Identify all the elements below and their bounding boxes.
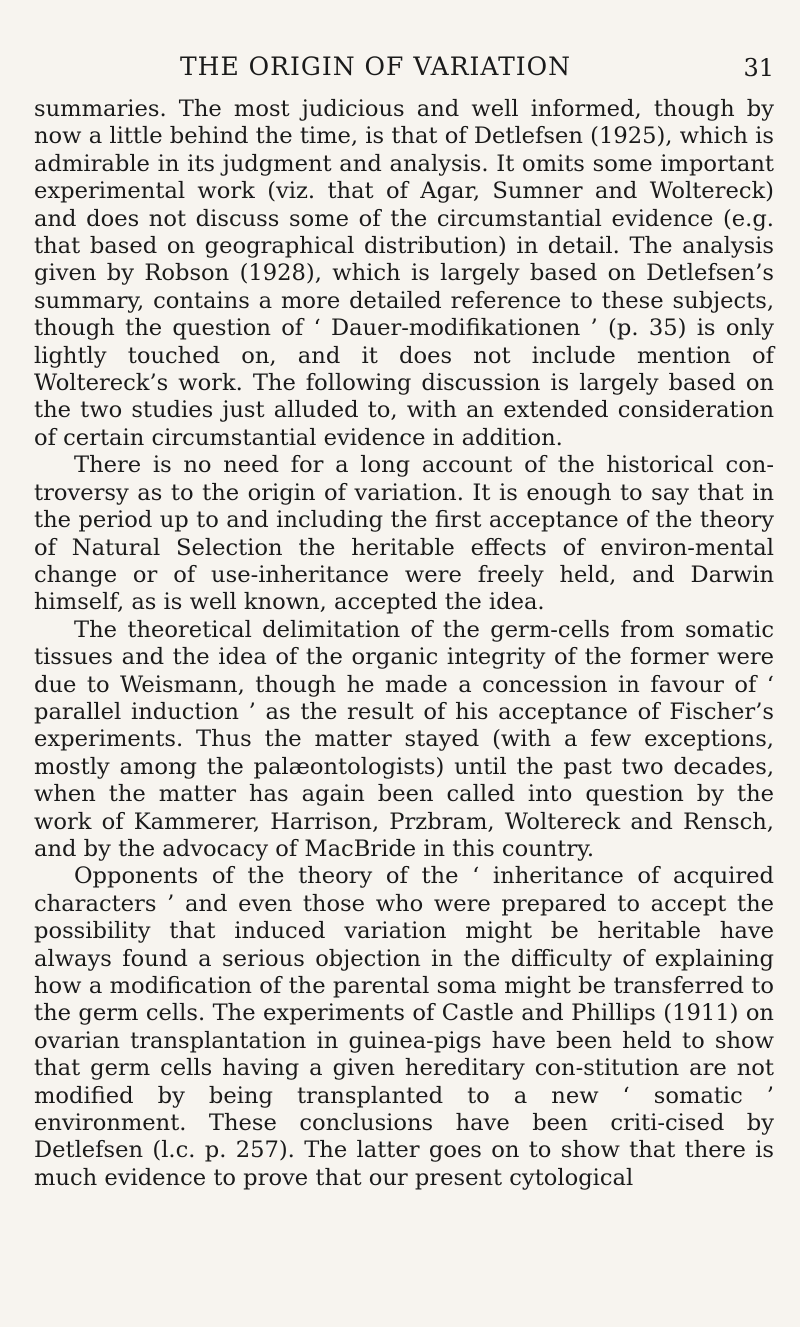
paragraph-historical-controversy: There is no need for a long account of the historical con-troversy as to the origin of variation. It is enough to say that in the period up to and including the first acceptance of the theory of Natural Selection the heritable effects of environ-mental change or of use-inheritance were freely held, and Darwin himself, as is well known, accepted the idea. — [34, 452, 774, 616]
paragraph-summaries: summaries. The most judicious and well informed, though by now a little behind the time, is that of Detlefsen (1925), which is admirable in its judgment and analysis. It omits some important experimental work (viz. that of Agar, Sumner and Woltereck) and does not discuss some of the circumstantial evidence (e.g. that based on geographical distribution) in detail. The analysis given by Robson (1928), which is largely based on Detlefsen’s summary, contains a more detailed reference to these subjects, though the question of ‘ Dauer-modifikationen ’ (p. 35) is only lightly touched on, and it does not include mention of Woltereck’s work. The following discussion is largely based on the two studies just alluded to, with an extended consideration of certain circumstantial evidence in addition. — [34, 96, 774, 451]
body-text — [34, 96, 774, 1192]
running-head: THE ORIGIN OF VARIATION — [180, 52, 572, 81]
paragraph-opponents: Opponents of the theory of the ‘ inheritance of acquired characters ’ and even those who were prepared to accept the possibility that induced variation might be heritable have always found a serious objection in the difficulty of explaining how a modification of the parental soma might be transferred to the germ cells. The experiments of Castle and Phillips (1911) on ovarian transplantation in guinea-pigs have been held to show that germ cells having a given hereditary con-stitution are not modified by being transplanted to a new ‘ somatic ’ environment. These conclusions have been criti-cised by Detlefsen (l.c. p. 257). The latter goes on to show that there is much evidence to prove that our present cytological — [34, 863, 774, 1191]
page-header — [34, 52, 774, 92]
page-number: 31 — [743, 54, 774, 82]
paragraph-weismann: The theoretical delimitation of the germ-cells from somatic tissues and the idea of the organic integrity of the former were due to Weismann, though he made a concession in favour of ‘ parallel induction ’ as the result of his acceptance of Fischer’s experiments. Thus the matter stayed (with a few exceptions, mostly among the palæontologists) until the past two decades, when the matter has again been called into question by the work of Kammerer, Harrison, Przbram, Woltereck and Rensch, and by the advocacy of MacBride in this country. — [34, 616, 774, 862]
